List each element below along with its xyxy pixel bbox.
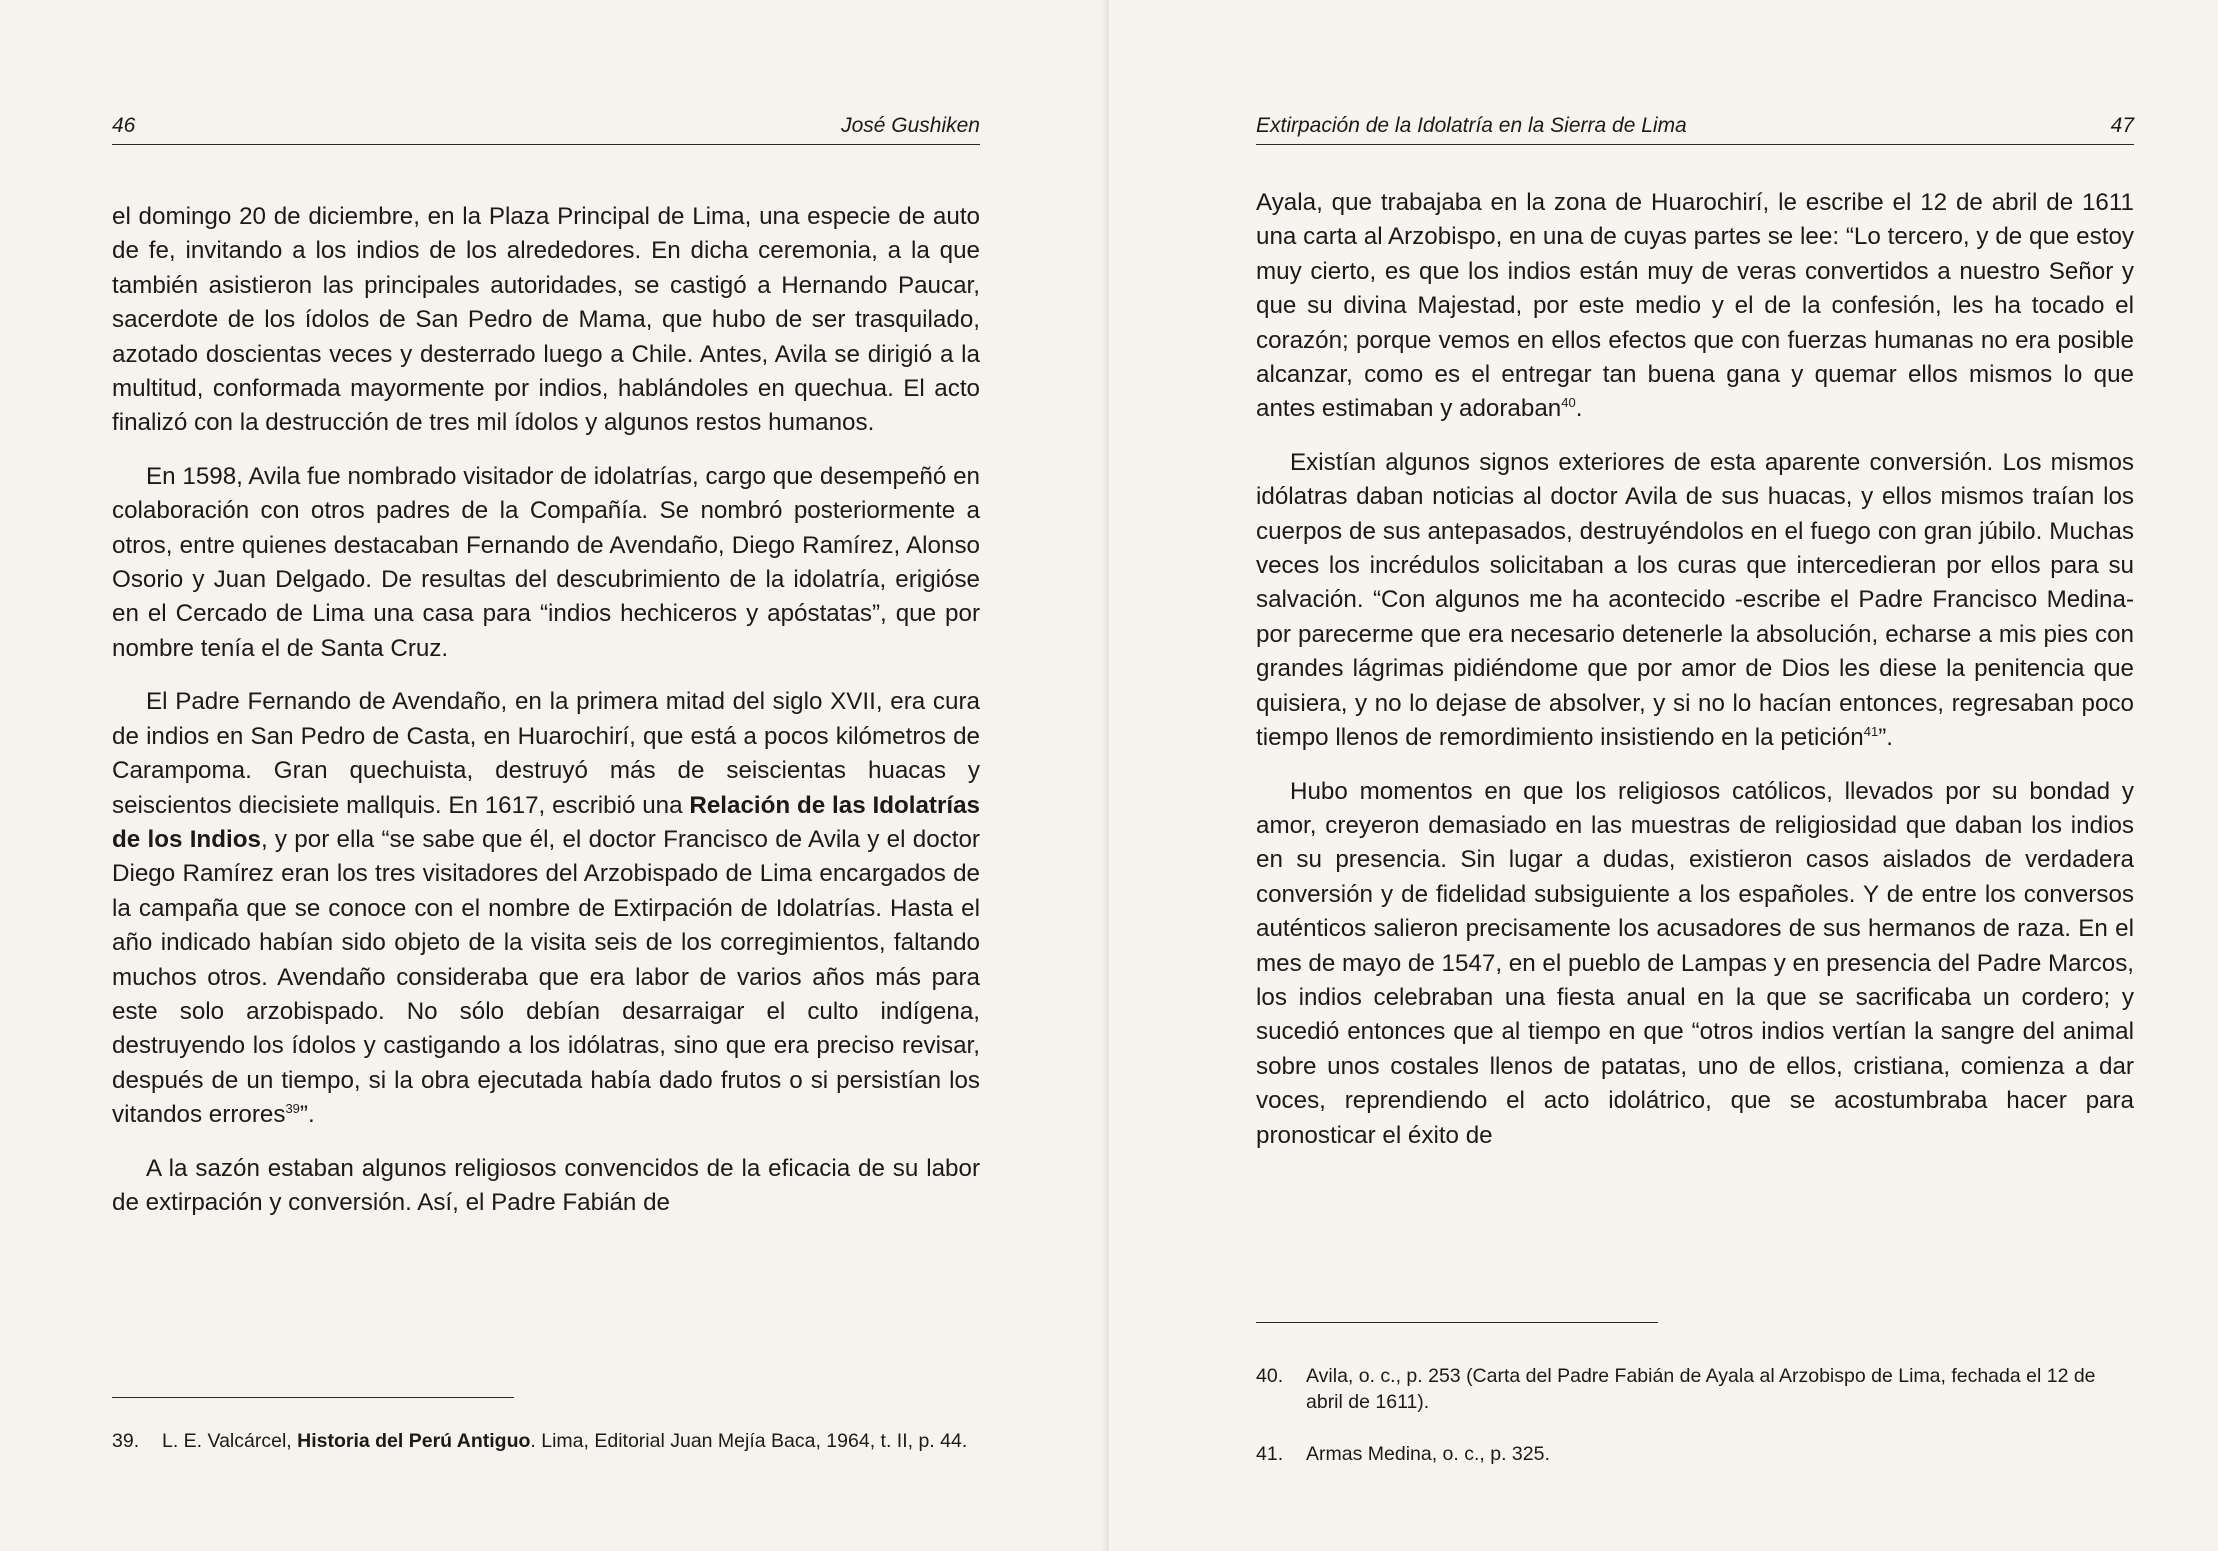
text-run: ”. [1878, 724, 1893, 752]
right-page-header [1256, 104, 2134, 145]
footnote-text: Armas Medina, o. c., p. 325. [1306, 1443, 1550, 1465]
left-page-body [112, 200, 980, 1239]
text-run: Existían algunos signos exteriores de esta aparente conversión. Los mismos idólatras daban noticias al doctor Avila de sus huacas, y ellos mismos traían los cuerpos de sus antepasados, destruyéndolos en el fuego con gran júbilo. Muchas veces los incrédulos solicitaban a los curas que intercedieran por ellos para su salvación. “Con algunos me ha acontecido -escribe el Padre Francisco Medina- por parecerme que era necesario detenerle la absolución, echarse a mis pies con grandes lágrimas pidiéndome que por amor de Dios les diese la penitencia que quisiera, y no lo dejase de absolver, y si no lo hacían entonces, regresaban poco tiempo llenos de remordimiento insistiendo en la petición [1256, 448, 2134, 752]
paragraph: el domingo 20 de diciembre, en la Plaza Principal de Lima, una especie de auto de fe, invitando a los indios de los alrededores. En dicha ceremonia, a la que también asistieron las principales autoridades, se castigó a Hernando Paucar, sacerdote de los ídolos de San Pedro de Mama, que hubo de ser trasquilado, azotado doscientas veces y desterrado luego a Chile. Antes, Avila se dirigió a la multitud, conformada mayormente por indios, hablándoles en quechua. El acto finalizó con la destrucción de tres mil ídolos y algunos restos humanos. [112, 203, 980, 437]
footnote-divider [112, 1397, 514, 1398]
paragraph: Hubo momentos en que los religiosos católicos, llevados por su bondad y amor, creyeron demasiado en las muestras de religiosidad que daban los indios en su presencia. Sin lugar a dudas, existieron casos aislados de verdadera conversión y de fidelidad subsiguiente a los españoles. Y de entre los conversos auténticos salieron precisamente los acusadores de sus hermanos de raza. En el mes de mayo de 1547, en el pueblo de Lampas y en presencia del Padre Marcos, los indios celebraban una fiesta anual en la que se sacrificaba un cordero; y sucedió entonces que al tiempo en que “otros indios vertían la sangre del animal sobre unos costales llenos de patatas, uno de ellos, cristiana, comienza a dar voces, reprendiendo el acto idolátrico, que se acostumbraba hacer para pronosticar el éxito de [1256, 777, 2135, 1149]
right-page [1109, 0, 2218, 1551]
page-number: 47 [2110, 114, 2134, 137]
footnote-text [162, 1428, 982, 1454]
footnote-40 [1256, 1363, 2134, 1415]
paragraph: En 1598, Avila fue nombrado visitador de idolatrías, cargo que desempeñó en colaboración con otros padres de la Compañía. Se nombró posteriormente a otros, entre quienes destacaban Fernando de Avendaño, Diego Ramírez, Alonso Osorio y Juan Delgado. De resultas del descubrimiento de la idolatría, erigióse en el Cercado de Lima una casa para “indios hechiceros y apóstatas”, que por nombre tenía el de Santa Cruz. [112, 462, 980, 662]
text-run: El Padre Fernando de Avendaño, en la primera mitad del siglo XVII, era cura de indios en San Pedro de Casta, en Huarochirí, que está a pocos kilómetros de Carampoma. Gran quechuista, destruyó más de seiscientas huacas y seiscientos diecisiete mallquis. En 1617, escribió una [112, 688, 980, 819]
footnote-author: L. E. Valcárcel, [162, 1430, 298, 1452]
page-number: 46 [112, 114, 136, 137]
book-title: Relación de las Idolatrías de los Indios [112, 791, 981, 853]
footnote-number: 39. [112, 1430, 140, 1452]
text-run: , y por ella “se sabe que él, el doctor Francisco de Avila y el doctor Diego Ramírez eran los tres visitadores del Arzobispado de Lima encargados de la campaña que se conoce con el nombre de Extirpación de Idolatrías. Hasta el año indicado habían sido objeto de la visita seis de los corregimientos, faltando muchos otros. Avendaño consideraba que era labor de varios años más para este solo arzobispado. No sólo debían desarraigar el culto indígena, destruyendo los ídolos y castigando a los idólatras, sino que era preciso revisar, después de un tiempo, si la obra ejecutada había dado frutos o si persistían los vitandos errores [112, 825, 980, 1129]
text-run: Ayala, que trabajaba en la zona de Huarochirí, le escribe el 12 de abril de 1611 una carta al Arzobispo, en una de cuyas partes se lee: “Lo tercero, y de que estoy muy cierto, es que los indios están muy de veras convertidos a nuestro Señor y que su divina Majestad, por este medio y el de la confesión, les ha tocado el corazón; porque vemos en ellos efectos que con fuerzas humanas no era posible alcanzar, como es el entregar tan buena gana y quemar ellos mismos lo que antes estimaban y adoraban [1256, 189, 2134, 423]
footnote-ref[interactable]: 39 [285, 1101, 300, 1117]
footnote-title: Historia del Perú Antiguo [297, 1430, 531, 1452]
text-run: . [1575, 395, 1583, 423]
left-page-header [112, 104, 980, 145]
footnote-text: Avila, o. c., p. 253 (Carta del Padre Fabián de Ayala al Arzobispo de Lima, fechada el 12 de abril de 1611). [1306, 1365, 2096, 1413]
paragraph-avendano [112, 685, 980, 1132]
footnote-41 [1256, 1441, 2134, 1467]
footnote-number: 41. [1256, 1443, 1284, 1465]
right-page-body [1256, 186, 2134, 1172]
footnote-divider [1256, 1322, 1658, 1323]
running-head-author: José Gushiken [841, 114, 980, 137]
paragraph-conversion-signs [1256, 446, 2134, 756]
footnote-ref[interactable]: 40 [1561, 395, 1576, 411]
text-run: ”. [299, 1101, 315, 1129]
footnote-39 [112, 1428, 982, 1454]
footnote-ref[interactable]: 41 [1863, 724, 1879, 740]
footnote-number: 40. [1256, 1365, 1284, 1387]
running-head-title: Extirpación de la Idolatría en la Sierra de Lima [1256, 114, 1687, 137]
paragraph-ayala-letter [1256, 186, 2134, 427]
paragraph: A la sazón estaban algunos religiosos convencidos de la eficacia de su labor de extirpación y conversión. Así, el Padre Fabián de [112, 1154, 980, 1216]
footnote-rest: . Lima, Editorial Juan Mejía Baca, 1964, t. II, p. 44. [530, 1430, 968, 1452]
